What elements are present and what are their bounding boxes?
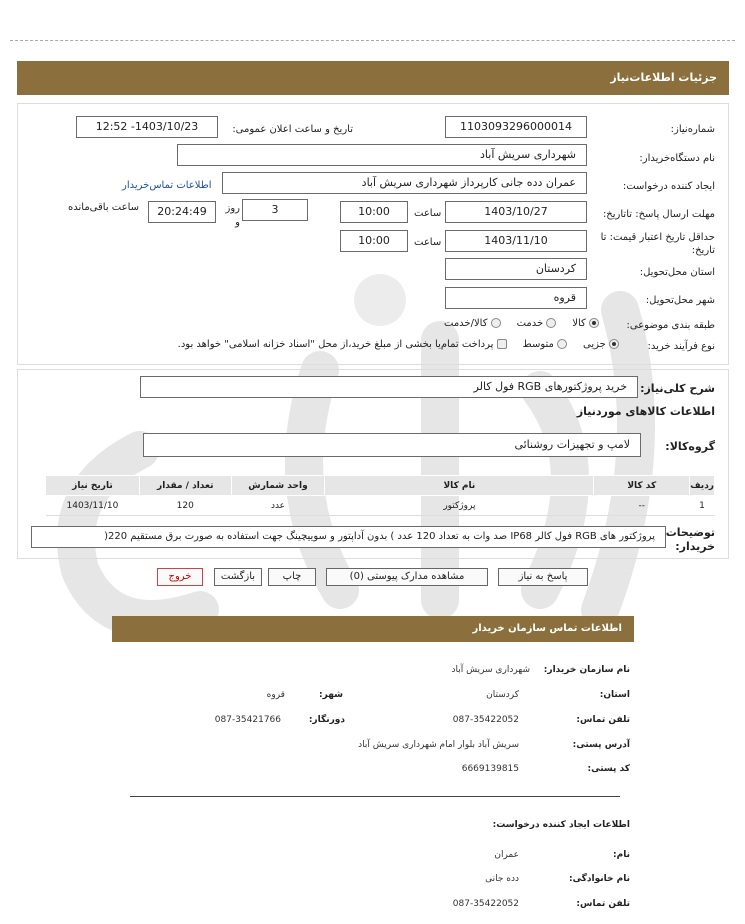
contact-header-title: اطلاعات تماس سازمان خریدار — [472, 623, 622, 634]
creator-name: عمران — [494, 850, 519, 860]
validity-date-field: 1403/11/10 — [445, 230, 587, 252]
col-name: نام کالا — [325, 476, 594, 496]
category-option-service: خدمت — [516, 318, 544, 329]
category-option-both: کالا/خدمت — [444, 318, 488, 329]
validity-label: حداقل تاریخ اعتبار قیمت: تا تاریخ: — [600, 232, 715, 256]
validity-time-label: ساعت — [414, 237, 442, 248]
col-qty: تعداد / مقدار — [139, 476, 231, 496]
notes-field: پروژکتور های RGB فول کالر IP68 صد وات به تعداد 120 عدد ) بدون آداپتور و سوییچینگ جهت استفاده به صورت برق مستقیم 220( — [31, 526, 666, 548]
contact-address-label: آدرس پستی: — [572, 740, 630, 750]
creator-family-label: نام خانوادگی: — [568, 874, 630, 884]
category-radio-service[interactable] — [546, 318, 556, 328]
contact-phone-label: تلفن تماس: — [576, 715, 630, 725]
page-title: جزئیات اطلاعات‌نیاز — [610, 71, 717, 84]
contact-city-label: شهر: — [319, 690, 343, 700]
process-radio-minor[interactable] — [609, 339, 619, 349]
cell-unit: عدد — [231, 496, 325, 516]
contact-province: کردستان — [486, 690, 519, 700]
table-row — [46, 496, 715, 516]
cell-date: 1403/11/10 — [46, 496, 140, 516]
cell-row: 1 — [690, 496, 715, 516]
validity-time-field: 10:00 — [340, 230, 408, 252]
col-date: تاریخ نیاز — [46, 476, 140, 496]
remaining-label: ساعت باقی‌مانده — [68, 202, 140, 213]
contact-fax-label: دورنگار: — [308, 715, 345, 725]
cell-name: پروژکتور — [325, 496, 594, 516]
category-options — [444, 318, 599, 329]
items-table-header — [46, 476, 715, 496]
buyer-org-label: نام دستگاه‌خریدار: — [639, 153, 715, 164]
payment-note: پرداخت تمام‌یا بخشی از مبلغ خرید،از محل "اسناد خزانه اسلامی" خواهد بود. — [177, 339, 494, 350]
province-field: کردستان — [445, 258, 587, 280]
creator-heading: اطلاعات ایجاد کننده درخواست: — [492, 820, 630, 830]
contact-province-label: استان: — [599, 690, 630, 700]
contact-postal-label: کد پستی: — [587, 764, 630, 774]
creator-name-label: نام: — [613, 850, 630, 860]
col-code: کد کالا — [594, 476, 690, 496]
need-number-label: شماره‌نیاز: — [670, 124, 715, 135]
process-option-minor: جزیی — [582, 339, 606, 350]
print-button[interactable]: چاپ — [268, 568, 316, 586]
exit-button[interactable]: خروج — [157, 568, 203, 586]
summary-field: خرید پروژکتورهای RGB فول کالر — [140, 376, 638, 398]
contact-org-label: نام سازمان خریدار: — [543, 665, 630, 675]
remaining-time-field: 20:24:49 — [148, 201, 216, 223]
attachments-button[interactable]: مشاهده مدارک پیوستی (0) — [326, 568, 488, 586]
deadline-label: مهلت ارسال پاسخ: تاتاریخ: — [602, 209, 715, 220]
city-field: قروه — [445, 287, 587, 309]
creator-field: عمران دده جانی کارپرداز شهرداری سریش آباد — [222, 172, 587, 194]
contact-org: شهرداری سریش آباد — [451, 665, 530, 675]
buyer-contact-link[interactable]: اطلاعات تماس‌خریدار — [122, 180, 212, 191]
process-radio-medium[interactable] — [557, 339, 567, 349]
contact-city: قروه — [266, 690, 285, 700]
group-label: گروه‌کالا: — [665, 440, 715, 453]
days-label: روز و — [225, 203, 240, 228]
category-radio-goods[interactable] — [589, 318, 599, 328]
notes-label: توضیحات خریدار: — [665, 526, 715, 553]
creator-phone: 087-35422052 — [452, 899, 519, 909]
contact-phone: 087-35422052 — [452, 715, 519, 725]
contact-divider — [130, 796, 620, 797]
category-radio-both[interactable] — [491, 318, 501, 328]
col-unit: واحد شمارش — [231, 476, 325, 496]
creator-phone-label: تلفن تماس: — [576, 899, 630, 909]
process-label: نوع فرآیند خرید: — [647, 341, 715, 352]
contact-header — [112, 616, 634, 642]
announce-field: 1403/10/23- 12:52 — [76, 116, 218, 138]
category-option-goods: کالا — [572, 318, 586, 329]
need-number-field: 1103093296000014 — [445, 116, 587, 138]
reply-button[interactable]: پاسخ به نیاز — [498, 568, 588, 586]
province-label: استان محل‌تحویل: — [639, 267, 715, 278]
creator-label: ایجاد کننده درخواست: — [622, 181, 715, 192]
deadline-time-field: 10:00 — [340, 201, 408, 223]
top-divider — [10, 40, 735, 41]
items-table — [45, 475, 715, 516]
process-options — [178, 339, 619, 350]
items-heading: اطلاعات کالاهای موردنیاز — [576, 405, 715, 418]
creator-family: دده جانی — [485, 874, 519, 884]
cell-code: -- — [594, 496, 690, 516]
category-label: طبقه بندی موضوعی: — [626, 320, 715, 331]
treasury-checkbox[interactable] — [497, 339, 507, 349]
back-button[interactable]: بازگشت — [214, 568, 262, 586]
city-label: شهر محل‌تحویل: — [645, 295, 715, 306]
contact-fax: 087-35421766 — [214, 715, 281, 725]
buyer-org-field: شهرداری سریش آباد — [177, 144, 587, 166]
summary-label: شرح کلی‌نیاز: — [640, 382, 715, 395]
announce-label: تاریخ و ساعت اعلان عمومی: — [232, 124, 353, 135]
process-option-medium: متوسط — [522, 339, 554, 350]
page-header — [17, 61, 729, 95]
group-field: لامپ و تجهیزات روشنائی — [143, 433, 641, 457]
col-row: ردیف — [690, 476, 715, 496]
cell-qty: 120 — [139, 496, 231, 516]
deadline-time-label: ساعت — [414, 208, 442, 219]
contact-postal: 6669139815 — [461, 764, 519, 774]
contact-address: سریش آباد بلوار امام شهرداری سریش آباد — [358, 740, 519, 750]
days-field: 3 — [242, 199, 308, 221]
deadline-date-field: 1403/10/27 — [445, 201, 587, 223]
items-table-wrap — [45, 475, 715, 516]
